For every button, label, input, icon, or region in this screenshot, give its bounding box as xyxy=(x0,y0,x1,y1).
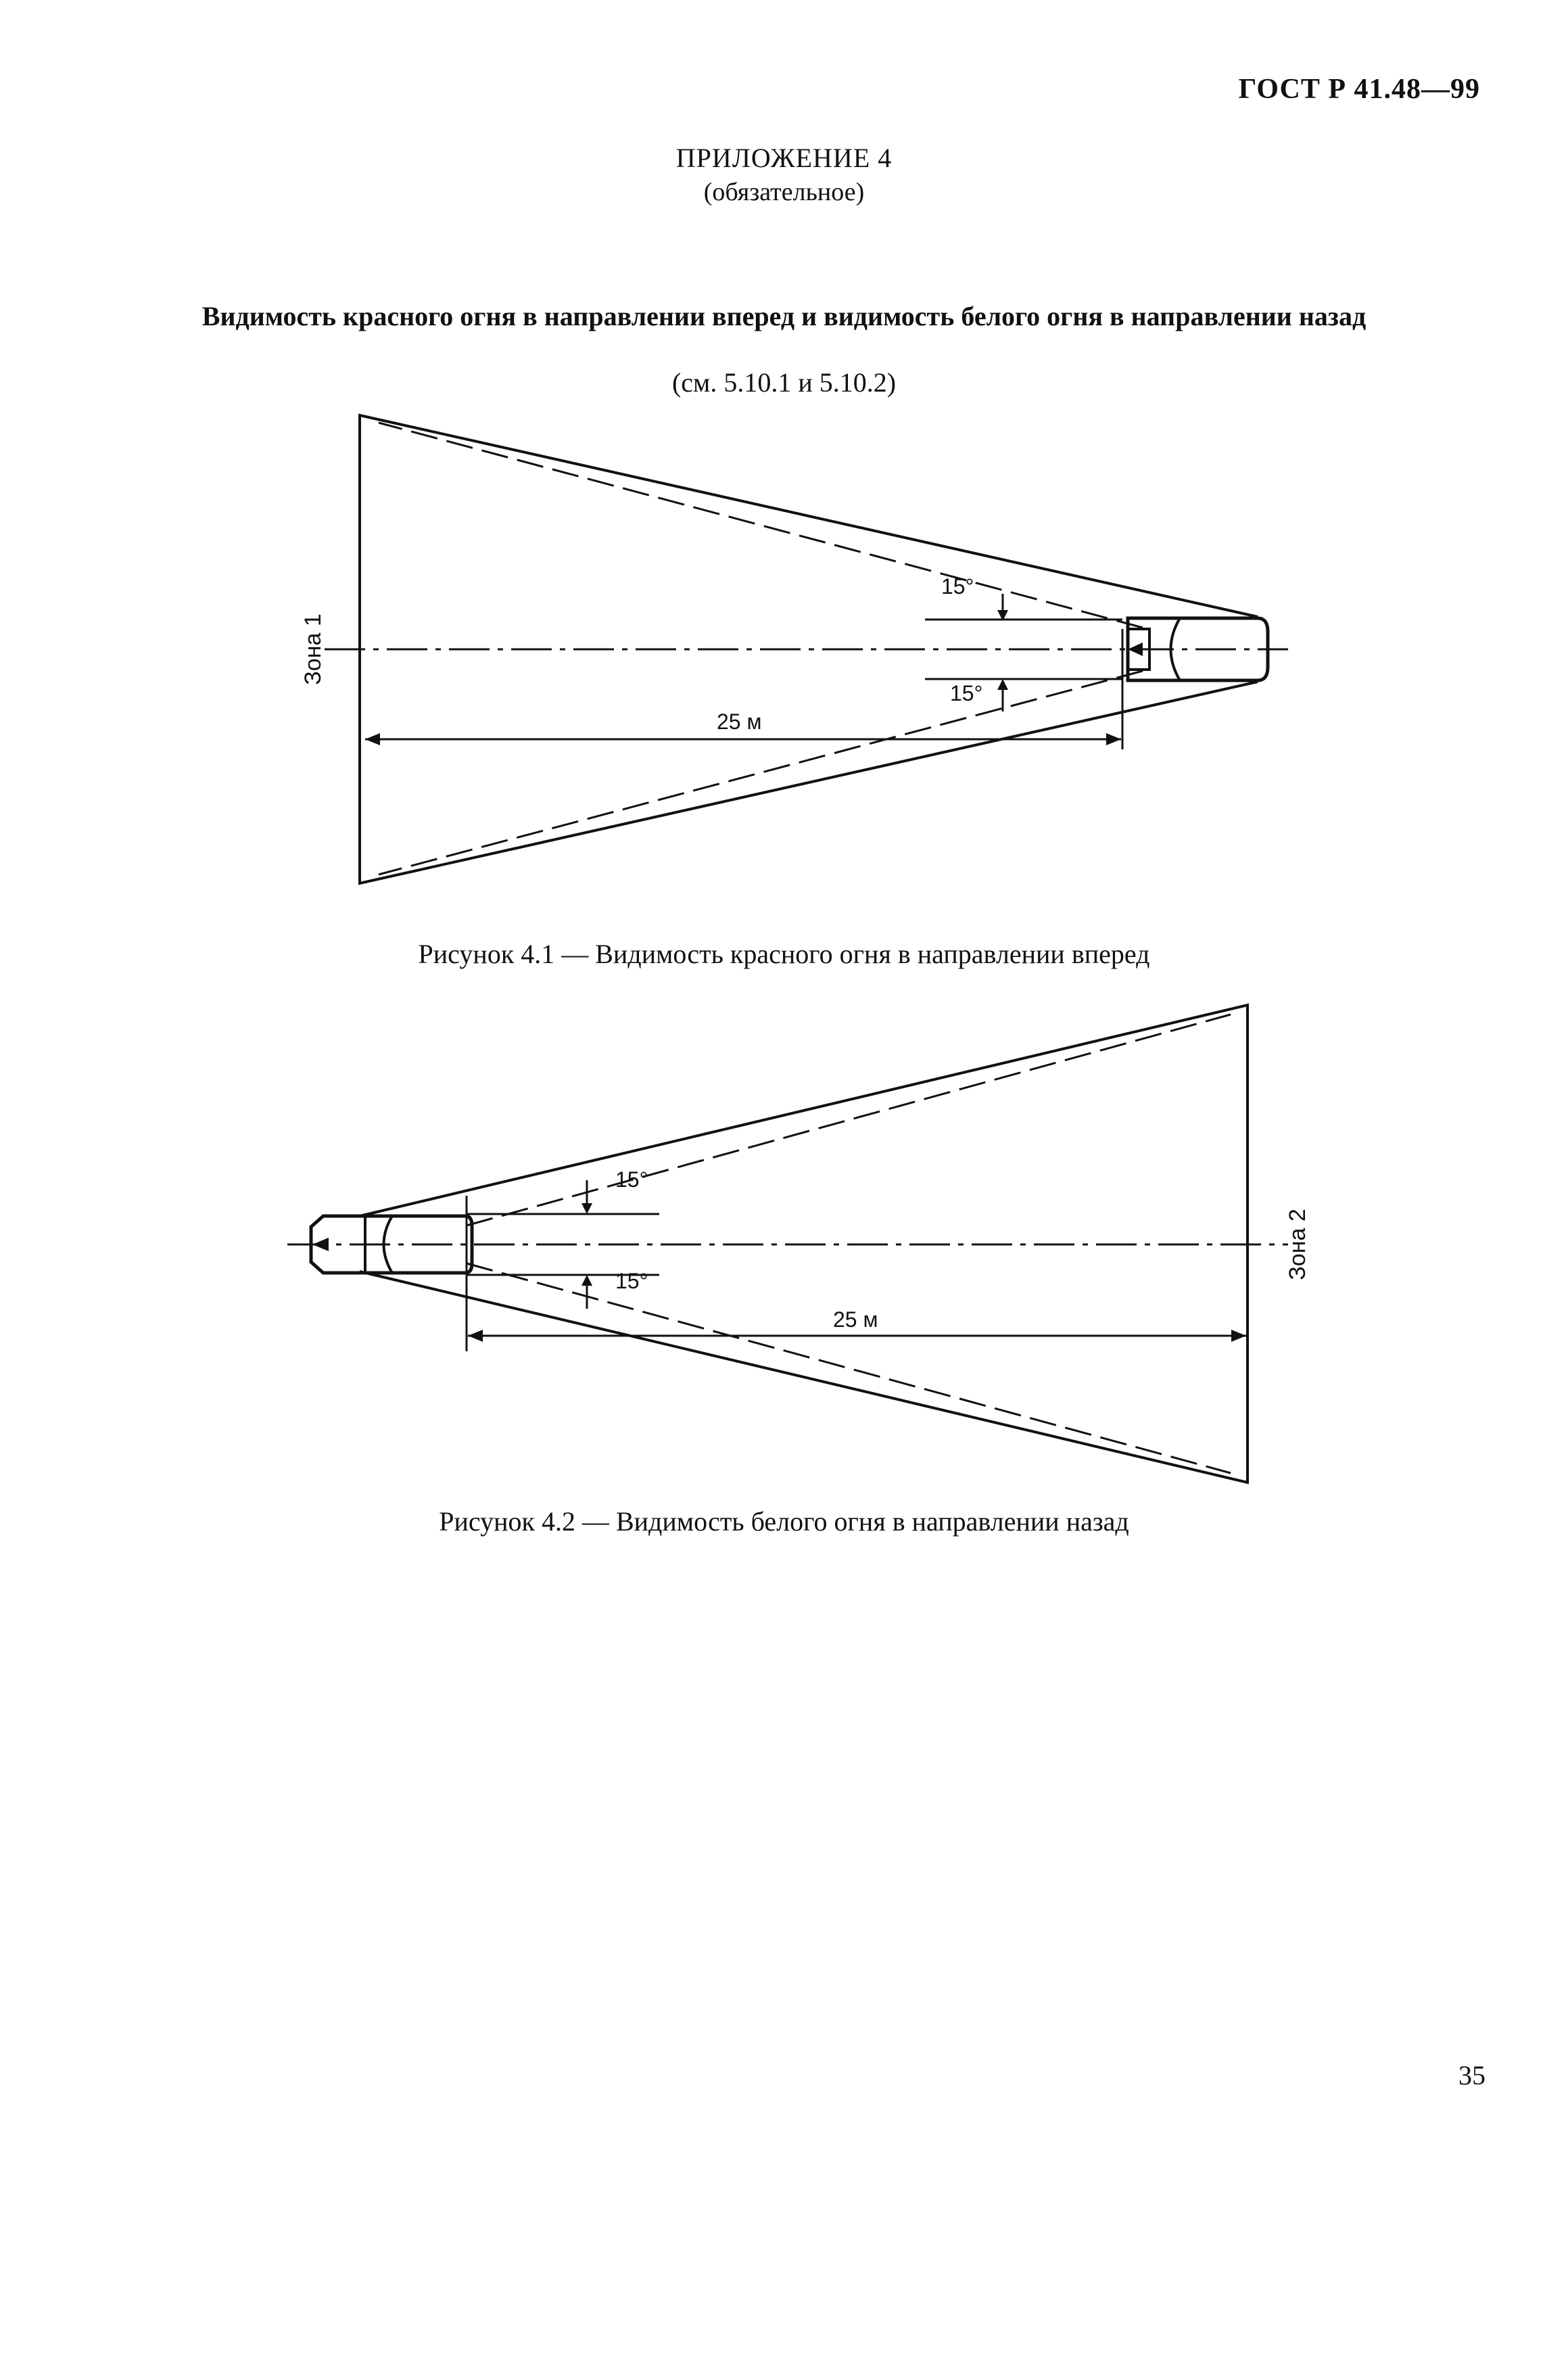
section-heading: Видимость красного огня в направлении вперед и видимость белого огня в направлении назад xyxy=(201,301,1367,331)
zone-2-dashed-top xyxy=(467,1014,1231,1226)
figure-4-2-diagram xyxy=(0,947,1568,1508)
angle-label-1-bottom: 15° xyxy=(950,681,983,705)
figure-4-1-caption: Рисунок 4.1 — Видимость красного огня в направлении вперед xyxy=(418,939,1150,969)
document-code: ГОСТ Р 41.48—99 xyxy=(1238,74,1480,105)
angle-label-2-bottom: 15° xyxy=(615,1269,648,1293)
angle-label-2-top: 15° xyxy=(615,1167,648,1192)
appendix-subtitle: (обязательное) xyxy=(703,178,865,206)
section-references: (см. 5.10.1 и 5.10.2) xyxy=(671,367,897,398)
zone-2-dashed-bottom xyxy=(467,1263,1231,1473)
appendix-title: ПРИЛОЖЕНИЕ 4 xyxy=(675,143,893,173)
page-number: 35 xyxy=(1458,2060,1486,2091)
angle-label-1-top: 15° xyxy=(941,574,974,599)
zone-1-dashed-top xyxy=(379,423,1143,628)
distance-label-1: 25 м xyxy=(717,709,762,734)
distance-label-2: 25 м xyxy=(833,1307,878,1332)
zone-1-label: Зона 1 xyxy=(300,613,326,685)
figure-4-2-caption: Рисунок 4.2 — Видимость белого огня в направлении назад xyxy=(439,1506,1129,1537)
figure-4-1-diagram xyxy=(0,0,1568,947)
zone-2-label: Зона 2 xyxy=(1285,1209,1310,1280)
zone-1-dashed-bottom xyxy=(379,671,1143,874)
